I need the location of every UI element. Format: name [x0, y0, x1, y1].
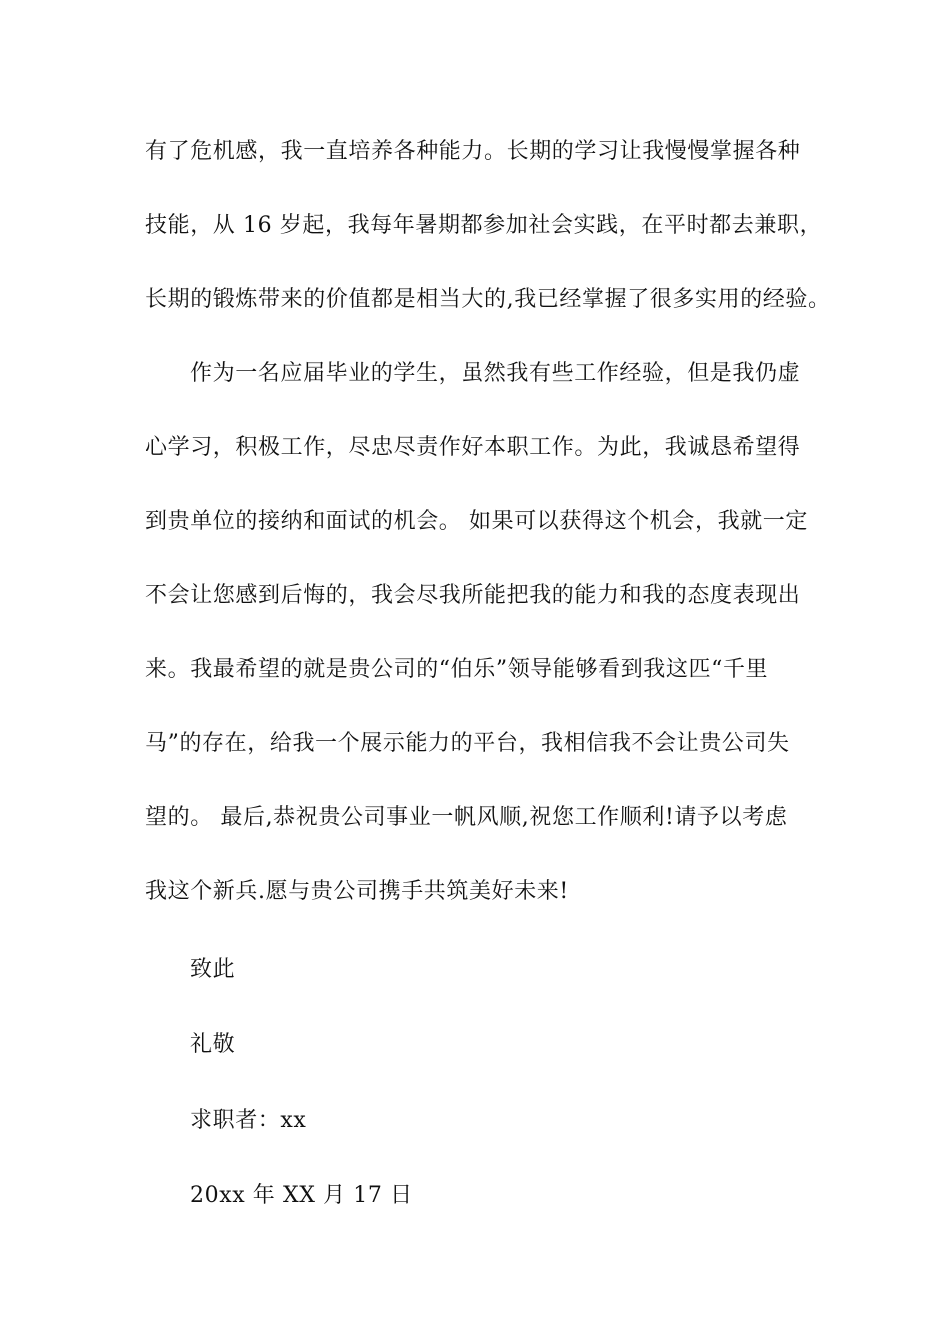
body-line-11: 我这个新兵.愿与贵公司携手共筑美好未来! [145, 879, 569, 904]
body-line-10: 望的。 最后,恭祝贵公司事业一帆风顺,祝您工作顺利!请予以考虑 [145, 805, 788, 830]
body-line-4: 作为一名应届毕业的学生，虽然我有些工作经验，但是我仍虚 [190, 361, 801, 386]
body-line-6: 到贵单位的接纳和面试的机会。 如果可以获得这个机会，我就一定 [145, 509, 808, 534]
body-line-2: 技能，从 16 岁起，我每年暑期都参加社会实践，在平时都去兼职， [145, 213, 823, 238]
closing-greeting: 致此 [190, 957, 236, 982]
closing-salute: 礼敬 [190, 1032, 236, 1057]
letter-date: 20xx 年 XX 月 17 日 [190, 1183, 413, 1208]
body-line-7: 不会让您感到后悔的，我会尽我所能把我的能力和我的态度表现出 [145, 583, 801, 608]
body-line-9: 马”的存在，给我一个展示能力的平台，我相信我不会让贵公司失 [145, 731, 790, 756]
body-line-3: 长期的锻炼带来的价值都是相当大的,我已经掌握了很多实用的经验。 [145, 287, 831, 312]
body-line-1: 有了危机感，我一直培养各种能力。长期的学习让我慢慢掌握各种 [145, 139, 801, 164]
body-line-8: 来。我最希望的就是贵公司的“伯乐”领导能够看到我这匹“千里 [145, 657, 769, 682]
signer-name: 求职者：xx [190, 1108, 307, 1133]
body-line-5: 心学习，积极工作，尽忠尽责作好本职工作。为此，我诚恳希望得 [145, 435, 801, 460]
